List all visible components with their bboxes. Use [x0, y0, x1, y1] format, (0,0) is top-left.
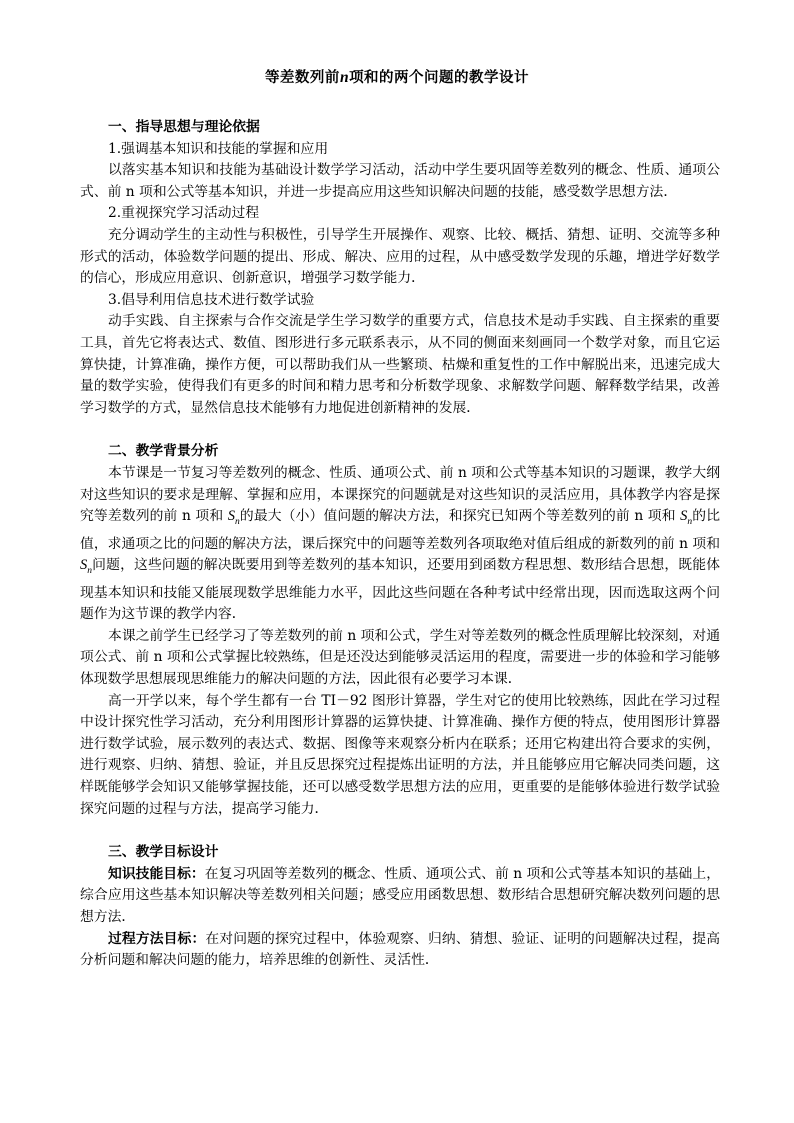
section-heading-3: 三、教学目标设计 [108, 844, 219, 861]
sn-symbol: $S_n$ [227, 508, 240, 527]
variable-n: n [339, 69, 350, 86]
paragraph-1-1: 以落实基本知识和技能为基础设计数学学习活动，活动中学生要巩固等差数列的概念、性质、通项公式、前 n 项和公式等基本知识，并进一步提高应用这些知识解决问题的技能，感受数学思想方法． [80, 162, 720, 200]
sn-symbol: $S_n$ [80, 557, 92, 577]
goal-label: 过程方法目标： [108, 930, 206, 947]
subheading-1-2: 2.重视探究学习活动过程 [108, 205, 260, 222]
section-heading-1: 一、指导思想与理论依据 [108, 119, 260, 135]
document-body [80, 117, 720, 972]
goal-process-methods: 过程方法目标：在对问题的探究过程中，体验观察、归纳、猜想、验证、证明的问题解决过程，提高分析问题和解决问题的能力，培养思维的创新性、灵活性． [80, 930, 721, 969]
paragraph-1-3: 动手实践、自主探索与合作交流是学生学习数学的重要方式，信息技术是动手实践、自主探索的重要工具，首先它将表达式、数值、图形进行多元联系表示，从不同的侧面来刻画同一个数学对象，而且它运算快捷，计算准确，操作方便，可以帮助我们从一些繁琐、枯燥和重复性的工作中解脱出来，迅速完成大量的数学实验，使得我们有更多的时间和精力思考和分析数学现象、求解数学问题、解释数学结果，改善学习数学的方式，显然信息技术能够有力地促进创新精神的发展． [80, 313, 720, 416]
paragraph-1-2: 充分调动学生的主动性与积极性，引导学生开展操作、观察、比较、概括、猜想、证明、交流等多种形式的活动，体验数学问题的提出、形成、解决、应用的过程，从中感受数学发现的乐趣，增进学好数学的信心，形成应用意识、创新意识，增强学习数学能力． [80, 226, 720, 287]
goal-label: 知识技能目标： [108, 865, 205, 882]
paragraph-2-1: 本节课是一节复习等差数列的概念、性质、通项公式、前 n 项和公式等基本知识的习题课，教学大纲对这些知识的要求是理解、掌握和应用，本课探究的问题就是对这些知识的灵活应用，具体教学内容是探究等差数列的前 n 项和 $S_n$的最大（小）值问题的解决方法，和探究已知两个等差数列的前 n 项和 $S_n$的比值，求通项之比的问题的解决方法，课后探究中的问题等差数列各项取绝对值后组成的新数列的前 n 项和 $S_n$问题，这些问题的解决既要用到等差数列的基本知识，还要用到函数方程思想、数形结合思想，既能体现基本知识和技能又能展现数学思维能力水平，因此这些问题在各种考试中经常出现，因而选取这两个问题作为这节课的教学内容． [80, 464, 721, 623]
document-title: 等差数列前n项和的两个问题的教学设计 [264, 69, 530, 86]
paragraph-2-3: 高一开学以来，每个学生都有一台 TI－92 图形计算器，学生对它的使用比较熟练，因此在学习过程中设计探究性学习活动，充分利用图形计算器的运算快捷、计算准确、操作方便的特点，使用图形计算器进行数学试验，展示数列的表达式、数据、图像等来观察分析内在联系；还用它构建出符合要求的实例，进行观察、归纳、猜想、验证，并且反思探究过程提炼出证明的方法，并且能够应用它解决同类问题，这样既能够学会知识又能够掌握技能，还可以感受数学思想方法的应用，更重要的是能够体验进行数学试验探究问题的过程与方法，提高学习能力． [80, 692, 720, 817]
goal-knowledge-skills: 知识技能目标：在复习巩固等差数列的概念、性质、通项公式、前 n 项和公式等基本知识的基础上，综合应用这些基本知识解决等差数列相关问题；感受应用函数思想、数形结合思想研究解决数列问题的思想方法． [80, 865, 720, 925]
sn-symbol: $S_n$ [680, 508, 693, 527]
section-heading-2: 二、教学背景分析 [108, 443, 219, 460]
paragraph-2-2: 本课之前学生已经学习了等差数列的前 n 项和公式，学生对等差数列的概念性质理解比较深刻，对通项公式、前 n 项和公式掌握比较熟练，但是还没达到能够灵活运用的程度，需要进一步的体验和学习能够体现数学思想展现思维能力的解决问题的方法，因此很有必要学习本课． [80, 627, 720, 688]
subheading-1-3: 3.倡导利用信息技术进行数学试验 [108, 291, 315, 308]
subheading-1-1: 1.强调基本知识和技能的掌握和应用 [108, 140, 329, 157]
